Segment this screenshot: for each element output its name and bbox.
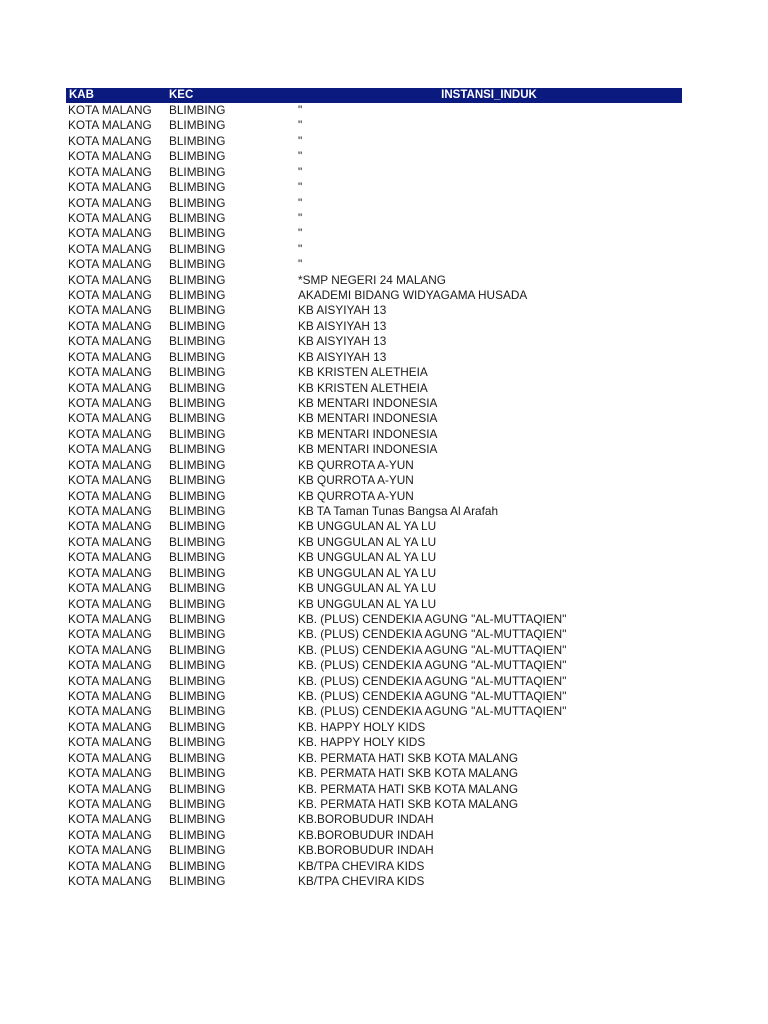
table-row bbox=[66, 859, 682, 874]
column-header-instansi-induk[interactable]: INSTANSI_INDUK bbox=[441, 89, 537, 101]
cell-kec[interactable]: BLIMBING bbox=[169, 534, 226, 549]
table-row bbox=[66, 442, 682, 457]
cell-instansi-induk[interactable]: KB.BOROBUDUR INDAH bbox=[298, 843, 434, 858]
cell-kab[interactable]: KOTA MALANG bbox=[68, 719, 152, 734]
cell-kab[interactable]: KOTA MALANG bbox=[68, 642, 152, 657]
cell-kab[interactable]: KOTA MALANG bbox=[68, 858, 152, 873]
table-row bbox=[66, 319, 682, 334]
cell-kab[interactable]: KOTA MALANG bbox=[68, 180, 152, 195]
table-row bbox=[66, 118, 682, 133]
cell-kec[interactable]: BLIMBING bbox=[169, 473, 226, 488]
table-row bbox=[66, 180, 682, 195]
table-row bbox=[66, 273, 682, 288]
cell-instansi-induk[interactable]: KB QURROTA A-YUN bbox=[298, 457, 414, 472]
table-row bbox=[66, 812, 682, 827]
table-row bbox=[66, 365, 682, 380]
cell-kab[interactable]: KOTA MALANG bbox=[68, 133, 152, 148]
cell-kab[interactable]: KOTA MALANG bbox=[68, 519, 152, 534]
cell-kec[interactable]: BLIMBING bbox=[169, 658, 226, 673]
cell-instansi-induk[interactable]: KB. PERMATA HATI SKB KOTA MALANG bbox=[298, 750, 519, 765]
cell-instansi-induk[interactable]: " bbox=[298, 257, 303, 272]
cell-kab[interactable]: KOTA MALANG bbox=[68, 735, 152, 750]
cell-kab[interactable]: KOTA MALANG bbox=[68, 581, 152, 596]
cell-kec[interactable]: BLIMBING bbox=[169, 750, 226, 765]
cell-kab[interactable]: KOTA MALANG bbox=[68, 503, 152, 518]
cell-instansi-induk[interactable]: " bbox=[298, 195, 303, 210]
cell-kec[interactable]: BLIMBING bbox=[169, 642, 226, 657]
table-row bbox=[66, 396, 682, 411]
cell-kab[interactable]: KOTA MALANG bbox=[68, 565, 152, 580]
cell-kab[interactable]: KOTA MALANG bbox=[68, 673, 152, 688]
cell-kab[interactable]: KOTA MALANG bbox=[68, 796, 152, 811]
cell-instansi-induk[interactable]: KB MENTARI INDONESIA bbox=[298, 411, 438, 426]
cell-instansi-induk[interactable]: KB QURROTA A-YUN bbox=[298, 488, 414, 503]
table-row bbox=[66, 489, 682, 504]
cell-kab[interactable]: KOTA MALANG bbox=[68, 380, 152, 395]
cell-instansi-induk[interactable]: KB.BOROBUDUR INDAH bbox=[298, 812, 434, 827]
cell-kec[interactable]: BLIMBING bbox=[169, 812, 226, 827]
cell-instansi-induk[interactable]: KB. (PLUS) CENDEKIA AGUNG "AL-MUTTAQIEN" bbox=[298, 611, 567, 626]
cell-kec[interactable]: BLIMBING bbox=[169, 874, 226, 889]
cell-kec[interactable]: BLIMBING bbox=[169, 766, 226, 781]
cell-instansi-induk[interactable]: KB UNGGULAN AL YA LU bbox=[298, 534, 437, 549]
cell-kec[interactable]: BLIMBING bbox=[169, 796, 226, 811]
cell-instansi-induk[interactable]: KB. (PLUS) CENDEKIA AGUNG "AL-MUTTAQIEN" bbox=[298, 704, 567, 719]
table-row bbox=[66, 597, 682, 612]
cell-kec[interactable]: BLIMBING bbox=[169, 210, 226, 225]
cell-kec[interactable]: BLIMBING bbox=[169, 627, 226, 642]
cell-kec[interactable]: BLIMBING bbox=[169, 689, 226, 704]
cell-kab[interactable]: KOTA MALANG bbox=[68, 488, 152, 503]
cell-instansi-induk[interactable]: KB UNGGULAN AL YA LU bbox=[298, 519, 437, 534]
cell-instansi-induk[interactable]: " bbox=[298, 118, 303, 133]
table-row bbox=[66, 704, 682, 719]
cell-instansi-induk[interactable]: " bbox=[298, 180, 303, 195]
cell-kec[interactable]: BLIMBING bbox=[169, 503, 226, 518]
cell-instansi-induk[interactable]: KB. PERMATA HATI SKB KOTA MALANG bbox=[298, 766, 519, 781]
column-header-kab[interactable]: KAB bbox=[69, 89, 94, 101]
table-row bbox=[66, 504, 682, 519]
cell-kab[interactable]: KOTA MALANG bbox=[68, 257, 152, 272]
cell-kec[interactable]: BLIMBING bbox=[169, 442, 226, 457]
cell-instansi-induk[interactable]: KB. (PLUS) CENDEKIA AGUNG "AL-MUTTAQIEN" bbox=[298, 673, 567, 688]
cell-kab[interactable]: KOTA MALANG bbox=[68, 704, 152, 719]
cell-instansi-induk[interactable]: KB AISYIYAH 13 bbox=[298, 303, 387, 318]
cell-kec[interactable]: BLIMBING bbox=[169, 611, 226, 626]
table-row bbox=[66, 134, 682, 149]
cell-kab[interactable]: KOTA MALANG bbox=[68, 442, 152, 457]
table-row bbox=[66, 165, 682, 180]
table-row bbox=[66, 257, 682, 272]
cell-kab[interactable]: KOTA MALANG bbox=[68, 766, 152, 781]
cell-kab[interactable]: KOTA MALANG bbox=[68, 210, 152, 225]
cell-kab[interactable]: KOTA MALANG bbox=[68, 596, 152, 611]
table-row bbox=[66, 627, 682, 642]
table-row bbox=[66, 350, 682, 365]
cell-kec[interactable]: BLIMBING bbox=[169, 226, 226, 241]
cell-kab[interactable]: KOTA MALANG bbox=[68, 750, 152, 765]
cell-kec[interactable]: BLIMBING bbox=[169, 858, 226, 873]
cell-instansi-induk[interactable]: KB AISYIYAH 13 bbox=[298, 349, 387, 364]
cell-instansi-induk[interactable]: KB. (PLUS) CENDEKIA AGUNG "AL-MUTTAQIEN" bbox=[298, 627, 567, 642]
cell-kec[interactable]: BLIMBING bbox=[169, 565, 226, 580]
table-body bbox=[66, 103, 682, 890]
table-row bbox=[66, 242, 682, 257]
cell-instansi-induk[interactable]: *SMP NEGERI 24 MALANG bbox=[298, 272, 446, 287]
table-row bbox=[66, 828, 682, 843]
table-row bbox=[66, 196, 682, 211]
cell-kec[interactable]: BLIMBING bbox=[169, 781, 226, 796]
cell-kab[interactable]: KOTA MALANG bbox=[68, 241, 152, 256]
cell-kab[interactable]: KOTA MALANG bbox=[68, 334, 152, 349]
table-row bbox=[66, 226, 682, 241]
cell-kec[interactable]: BLIMBING bbox=[169, 488, 226, 503]
cell-kec[interactable]: BLIMBING bbox=[169, 719, 226, 734]
cell-instansi-induk[interactable]: KB KRISTEN ALETHEIA bbox=[298, 365, 428, 380]
table-row bbox=[66, 288, 682, 303]
table-row bbox=[66, 843, 682, 858]
cell-instansi-induk[interactable]: " bbox=[298, 241, 303, 256]
table-row bbox=[66, 612, 682, 627]
spreadsheet-table bbox=[66, 88, 682, 890]
cell-kec[interactable]: BLIMBING bbox=[169, 272, 226, 287]
cell-kec[interactable]: BLIMBING bbox=[169, 827, 226, 842]
cell-instansi-induk[interactable]: KB. HAPPY HOLY KIDS bbox=[298, 719, 426, 734]
cell-instansi-induk[interactable]: KB MENTARI INDONESIA bbox=[298, 396, 438, 411]
cell-kec[interactable]: BLIMBING bbox=[169, 149, 226, 164]
cell-instansi-induk[interactable]: KB/TPA CHEVIRA KIDS bbox=[298, 858, 425, 873]
table-row bbox=[66, 874, 682, 889]
cell-instansi-induk[interactable]: KB. PERMATA HATI SKB KOTA MALANG bbox=[298, 796, 519, 811]
cell-instansi-induk[interactable]: " bbox=[298, 103, 303, 117]
cell-kab[interactable]: KOTA MALANG bbox=[68, 195, 152, 210]
cell-kab[interactable]: KOTA MALANG bbox=[68, 365, 152, 380]
cell-instansi-induk[interactable]: KB/TPA CHEVIRA KIDS bbox=[298, 874, 425, 889]
cell-kec[interactable]: BLIMBING bbox=[169, 257, 226, 272]
cell-kab[interactable]: KOTA MALANG bbox=[68, 550, 152, 565]
cell-kab[interactable]: KOTA MALANG bbox=[68, 396, 152, 411]
table-row bbox=[66, 303, 682, 318]
table-row bbox=[66, 458, 682, 473]
cell-instansi-induk[interactable]: KB UNGGULAN AL YA LU bbox=[298, 550, 437, 565]
cell-kab[interactable]: KOTA MALANG bbox=[68, 781, 152, 796]
table-row bbox=[66, 381, 682, 396]
cell-kec[interactable]: BLIMBING bbox=[169, 735, 226, 750]
cell-instansi-induk[interactable]: KB MENTARI INDONESIA bbox=[298, 442, 438, 457]
cell-kec[interactable]: BLIMBING bbox=[169, 596, 226, 611]
cell-kab[interactable]: KOTA MALANG bbox=[68, 149, 152, 164]
cell-kec[interactable]: BLIMBING bbox=[169, 288, 226, 303]
cell-kab[interactable]: KOTA MALANG bbox=[68, 411, 152, 426]
cell-kec[interactable]: BLIMBING bbox=[169, 411, 226, 426]
table-header-row bbox=[66, 88, 682, 103]
table-row bbox=[66, 103, 682, 118]
cell-instansi-induk[interactable]: " bbox=[298, 226, 303, 241]
cell-kec[interactable]: BLIMBING bbox=[169, 704, 226, 719]
table-row bbox=[66, 643, 682, 658]
cell-kec[interactable]: BLIMBING bbox=[169, 519, 226, 534]
cell-instansi-induk[interactable]: " bbox=[298, 149, 303, 164]
table-row bbox=[66, 735, 682, 750]
cell-kec[interactable]: BLIMBING bbox=[169, 118, 226, 133]
cell-kec[interactable]: BLIMBING bbox=[169, 318, 226, 333]
cell-kec[interactable]: BLIMBING bbox=[169, 349, 226, 364]
cell-kec[interactable]: BLIMBING bbox=[169, 396, 226, 411]
cell-kec[interactable]: BLIMBING bbox=[169, 195, 226, 210]
cell-kab[interactable]: KOTA MALANG bbox=[68, 118, 152, 133]
cell-instansi-induk[interactable]: KB KRISTEN ALETHEIA bbox=[298, 380, 428, 395]
cell-instansi-induk[interactable]: KB.BOROBUDUR INDAH bbox=[298, 827, 434, 842]
cell-kab[interactable]: KOTA MALANG bbox=[68, 103, 152, 117]
cell-kab[interactable]: KOTA MALANG bbox=[68, 874, 152, 889]
cell-instansi-induk[interactable]: KB. (PLUS) CENDEKIA AGUNG "AL-MUTTAQIEN" bbox=[298, 658, 567, 673]
cell-kec[interactable]: BLIMBING bbox=[169, 334, 226, 349]
cell-instansi-induk[interactable]: " bbox=[298, 210, 303, 225]
table-row bbox=[66, 581, 682, 596]
cell-kab[interactable]: KOTA MALANG bbox=[68, 843, 152, 858]
table-row bbox=[66, 658, 682, 673]
table-row bbox=[66, 519, 682, 534]
cell-kec[interactable]: BLIMBING bbox=[169, 180, 226, 195]
cell-kec[interactable]: BLIMBING bbox=[169, 673, 226, 688]
cell-kab[interactable]: KOTA MALANG bbox=[68, 689, 152, 704]
cell-kab[interactable]: KOTA MALANG bbox=[68, 349, 152, 364]
cell-kab[interactable]: KOTA MALANG bbox=[68, 627, 152, 642]
cell-instansi-induk[interactable]: KB. HAPPY HOLY KIDS bbox=[298, 735, 426, 750]
cell-instansi-induk[interactable]: KB. (PLUS) CENDEKIA AGUNG "AL-MUTTAQIEN" bbox=[298, 689, 567, 704]
cell-instansi-induk[interactable]: AKADEMI BIDANG WIDYAGAMA HUSADA bbox=[298, 288, 528, 303]
table-row bbox=[66, 550, 682, 565]
table-row bbox=[66, 411, 682, 426]
cell-instansi-induk[interactable]: KB TA Taman Tunas Bangsa Al Arafah bbox=[298, 503, 499, 518]
cell-kab[interactable]: KOTA MALANG bbox=[68, 611, 152, 626]
cell-kec[interactable]: BLIMBING bbox=[169, 365, 226, 380]
cell-instansi-induk[interactable]: KB. (PLUS) CENDEKIA AGUNG "AL-MUTTAQIEN" bbox=[298, 642, 567, 657]
cell-kab[interactable]: KOTA MALANG bbox=[68, 812, 152, 827]
cell-kab[interactable]: KOTA MALANG bbox=[68, 226, 152, 241]
cell-kec[interactable]: BLIMBING bbox=[169, 133, 226, 148]
table-row bbox=[66, 766, 682, 781]
cell-kec[interactable]: BLIMBING bbox=[169, 241, 226, 256]
table-row bbox=[66, 149, 682, 164]
cell-kec[interactable]: BLIMBING bbox=[169, 103, 226, 117]
table-row bbox=[66, 782, 682, 797]
cell-kab[interactable]: KOTA MALANG bbox=[68, 534, 152, 549]
table-row bbox=[66, 211, 682, 226]
cell-kec[interactable]: BLIMBING bbox=[169, 843, 226, 858]
cell-kab[interactable]: KOTA MALANG bbox=[68, 303, 152, 318]
cell-kec[interactable]: BLIMBING bbox=[169, 380, 226, 395]
cell-instansi-induk[interactable]: " bbox=[298, 133, 303, 148]
cell-instansi-induk[interactable]: KB UNGGULAN AL YA LU bbox=[298, 596, 437, 611]
table-row bbox=[66, 751, 682, 766]
cell-instansi-induk[interactable]: " bbox=[298, 164, 303, 179]
cell-instansi-induk[interactable]: KB QURROTA A-YUN bbox=[298, 473, 414, 488]
column-header-kec[interactable]: KEC bbox=[169, 89, 194, 101]
cell-instansi-induk[interactable]: KB MENTARI INDONESIA bbox=[298, 426, 438, 441]
cell-kab[interactable]: KOTA MALANG bbox=[68, 164, 152, 179]
cell-kec[interactable]: BLIMBING bbox=[169, 426, 226, 441]
table-row bbox=[66, 797, 682, 812]
cell-kab[interactable]: KOTA MALANG bbox=[68, 827, 152, 842]
cell-kab[interactable]: KOTA MALANG bbox=[68, 473, 152, 488]
table-row bbox=[66, 720, 682, 735]
cell-kec[interactable]: BLIMBING bbox=[169, 581, 226, 596]
cell-instansi-induk[interactable]: KB AISYIYAH 13 bbox=[298, 318, 387, 333]
table-row bbox=[66, 566, 682, 581]
cell-kab[interactable]: KOTA MALANG bbox=[68, 457, 152, 472]
cell-instansi-induk[interactable]: KB UNGGULAN AL YA LU bbox=[298, 565, 437, 580]
cell-kab[interactable]: KOTA MALANG bbox=[68, 288, 152, 303]
table-row bbox=[66, 334, 682, 349]
cell-instansi-induk[interactable]: KB UNGGULAN AL YA LU bbox=[298, 581, 437, 596]
cell-kec[interactable]: BLIMBING bbox=[169, 550, 226, 565]
table-row bbox=[66, 535, 682, 550]
cell-kab[interactable]: KOTA MALANG bbox=[68, 658, 152, 673]
cell-instansi-induk[interactable]: KB AISYIYAH 13 bbox=[298, 334, 387, 349]
table-row bbox=[66, 427, 682, 442]
table-row bbox=[66, 473, 682, 488]
cell-kec[interactable]: BLIMBING bbox=[169, 303, 226, 318]
table-row bbox=[66, 689, 682, 704]
cell-kab[interactable]: KOTA MALANG bbox=[68, 272, 152, 287]
table-row bbox=[66, 674, 682, 689]
cell-kab[interactable]: KOTA MALANG bbox=[68, 318, 152, 333]
cell-kec[interactable]: BLIMBING bbox=[169, 164, 226, 179]
cell-instansi-induk[interactable]: KB. PERMATA HATI SKB KOTA MALANG bbox=[298, 781, 519, 796]
cell-kab[interactable]: KOTA MALANG bbox=[68, 426, 152, 441]
cell-kec[interactable]: BLIMBING bbox=[169, 457, 226, 472]
